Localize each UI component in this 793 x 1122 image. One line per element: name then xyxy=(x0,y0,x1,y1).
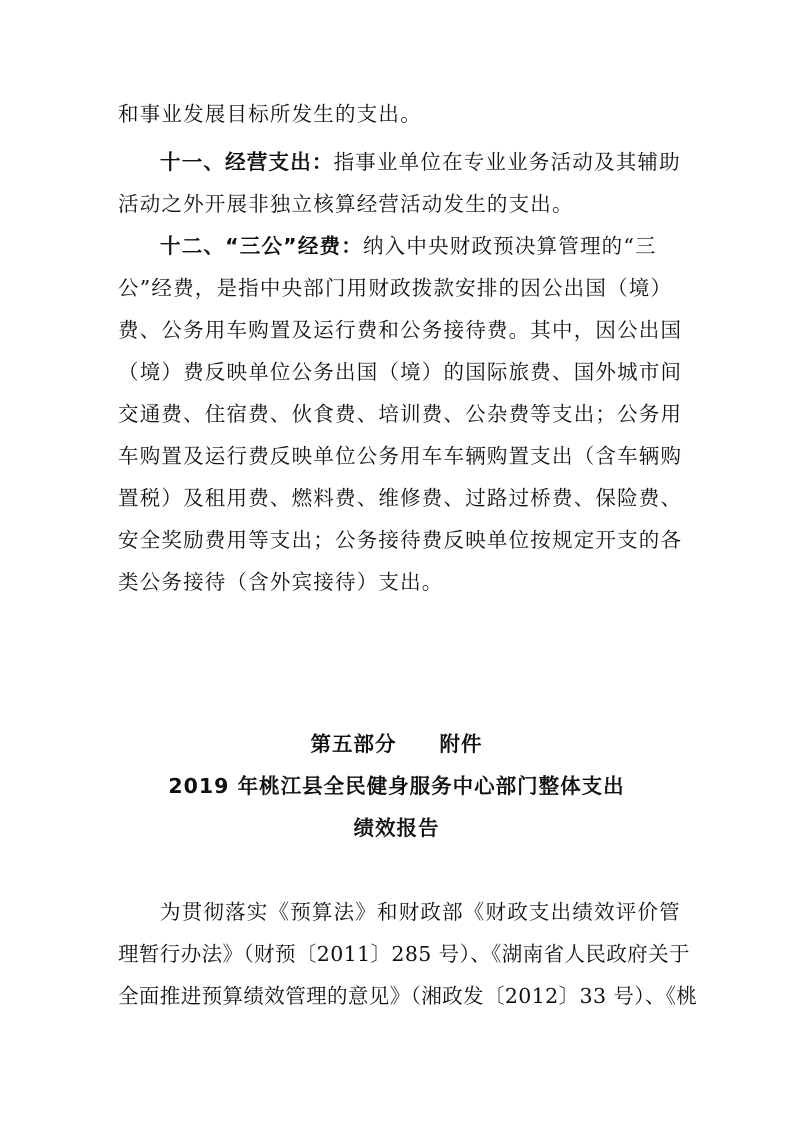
section-11-text: 指事业单位在专业业务活动及其辅助 xyxy=(333,150,681,174)
section-12-text: 纳入中央财政预决算管理的“三 xyxy=(362,234,657,258)
section-12-line: 类公务接待（含外宾接待）支出。 xyxy=(118,570,444,594)
paragraph-line-prev: 和事业发展目标所发生的支出。 xyxy=(118,102,422,126)
section-12-line: 费、公务用车购置及运行费和公务接待费。其中，因公出国 xyxy=(118,318,683,342)
report-title-line-2: 绩效报告 xyxy=(353,816,440,840)
section-12-line: 公”经费，是指中央部门用财政拨款安排的因公出国（境） xyxy=(118,276,673,300)
intro-line: 理暂行办法》（财预〔2011〕285 号）、《湖南省人民政府关于 xyxy=(118,942,690,966)
section-12-heading: 十二、“三公”经费： xyxy=(160,234,363,258)
section-11-heading: 十一、经营支出： xyxy=(160,150,334,174)
section-12-line: 置税）及租用费、燃料费、维修费、过路过桥费、保险费、 xyxy=(118,486,683,510)
section-11-line-1 xyxy=(160,148,680,176)
intro-line: 全面推进预算绩效管理的意见》（湘政发〔2012〕33 号）、《桃 xyxy=(118,984,698,1008)
intro-line: 为贯彻落实《预算法》和财政部《财政支出绩效评价管 xyxy=(160,900,681,924)
section-12-line: 安全奖励费用等支出；公务接待费反映单位按规定开支的各 xyxy=(118,528,683,552)
section-12-line: 交通费、住宿费、伙食费、培训费、公杂费等支出；公务用 xyxy=(118,402,683,426)
section-11-line-2: 活动之外开展非独立核算经营活动发生的支出。 xyxy=(118,192,574,216)
report-title-line-1: 2019 年桃江县全民健身服务中心部门整体支出 xyxy=(168,774,625,798)
section-12-line: 车购置及运行费反映单位公务用车车辆购置支出（含车辆购 xyxy=(118,444,683,468)
part-5-title: 第五部分 附件 xyxy=(310,732,483,756)
section-12-line-1 xyxy=(160,232,680,260)
section-12-line: （境）费反映单位公务出国（境）的国际旅费、国外城市间 xyxy=(118,360,683,384)
